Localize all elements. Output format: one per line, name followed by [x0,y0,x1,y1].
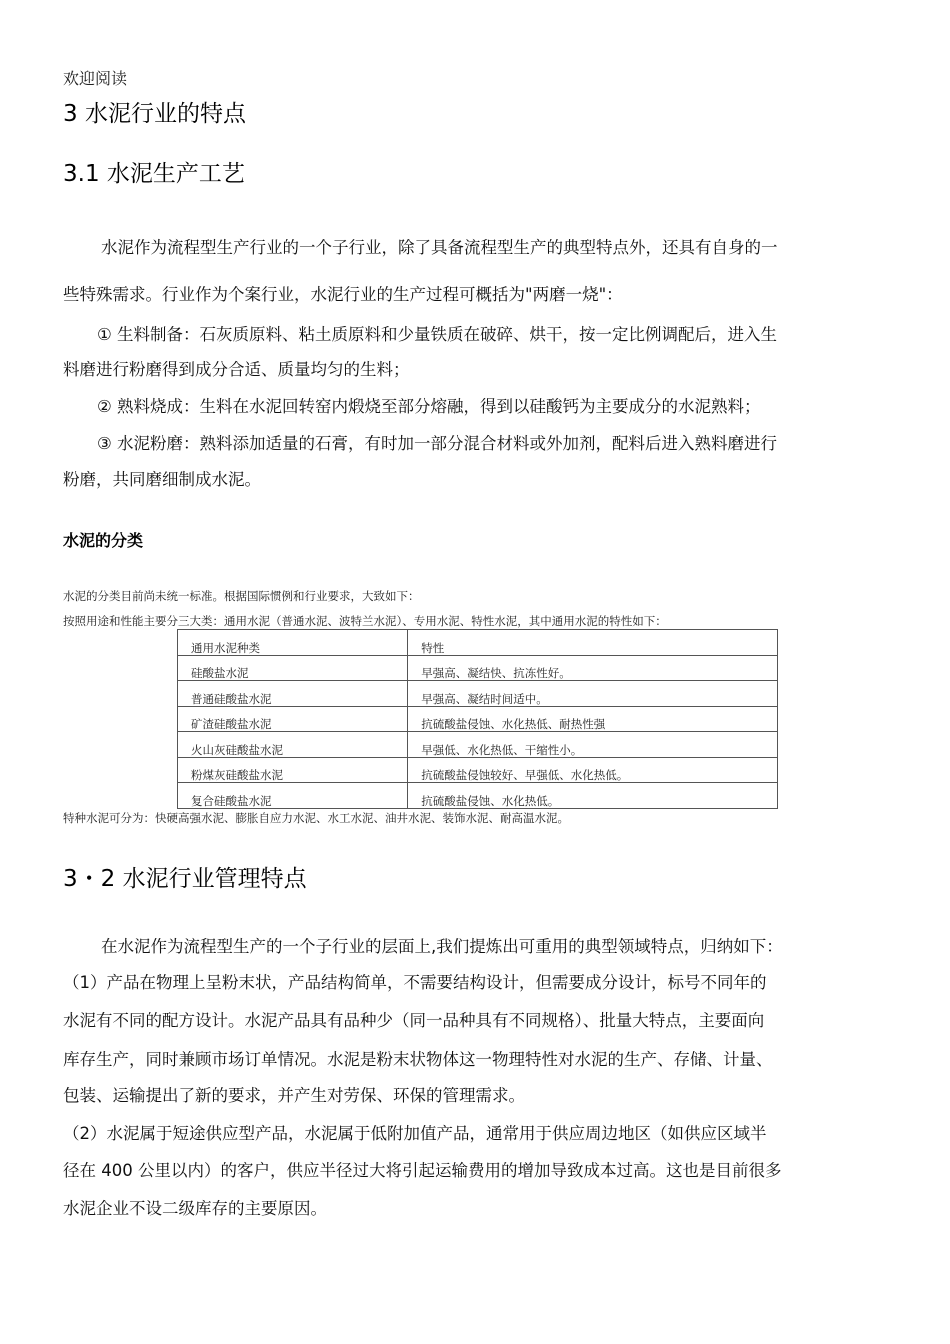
table-row [178,681,778,707]
classification-intro: 按照用途和性能主要分三大类：通用水泥（普通水泥、波特兰水泥）、专用水泥、特性水泥，其中通用水泥的特性如下： [63,614,667,628]
paragraph-line: 水泥企业不设二级库存的主要原因。 [63,1199,327,1218]
paragraph-line: （2）水泥属于短途供应型产品，水泥属于低附加值产品，通常用于供应周边地区（如供应区域半 [63,1124,767,1143]
table-cell: 早强高、凝结时间适中。 [408,681,778,707]
table-cell: 硅酸盐水泥 [178,655,408,681]
special-cement-text: 特种水泥可分为：快硬高强水泥、膨胀自应力水泥、水工水泥、油井水泥、装饰水泥、耐高温水泥。 [63,811,569,825]
subsection-title-3-2: 3・2 水泥行业管理特点 [63,866,307,892]
paragraph-line: 包装、运输提出了新的要求，并产生对劳保、环保的管理需求。 [63,1086,525,1105]
table-cell: 火山灰硅酸盐水泥 [178,732,408,758]
classification-intro: 水泥的分类目前尚未统一标准。根据国际惯例和行业要求，大致如下： [63,589,420,603]
paragraph-line: 径在 400 公里以内）的客户，供应半径过大将引起运输费用的增加导致成本过高。这也是目前很多 [63,1161,782,1180]
paragraph-line: 在水泥作为流程型生产的一个子行业的层面上,我们提炼出可重用的典型领域特点，归纳如下： [101,937,783,956]
table-cell: 普通硅酸盐水泥 [178,681,408,707]
table-cell: 抗硫酸盐侵蚀、水化热低、耐热性强 [408,706,778,732]
table-header-row [178,630,778,656]
list-item-line: ① 生料制备：石灰质原料、粘土质原料和少量铁质在破碎、烘干，按一定比例调配后，进入生 [97,325,778,344]
table-cell: 粉煤灰硅酸盐水泥 [178,757,408,783]
list-item-line: ② 熟料烧成：生料在水泥回转窑内煅烧至部分熔融，得到以硅酸钙为主要成分的水泥熟料； [97,397,761,416]
table-cell: 早强低、水化热低、干缩性小。 [408,732,778,758]
table-cell: 抗硫酸盐侵蚀较好、早强低、水化热低。 [408,757,778,783]
paragraph-line: （1）产品在物理上呈粉末状，产品结构简单，不需要结构设计，但需要成分设计，标号不同年的 [63,973,767,992]
classification-heading: 水泥的分类 [63,531,144,550]
paragraph-line: 水泥作为流程型生产行业的一个子行业，除了具备流程型生产的典型特点外，还具有自身的一 [101,238,778,257]
table-cell: 矿渣硅酸盐水泥 [178,706,408,732]
table-cell: 复合硅酸盐水泥 [178,783,408,809]
table-cell: 早强高、凝结快、抗冻性好。 [408,655,778,681]
paragraph-line: 库存生产，同时兼顾市场订单情况。水泥是粉末状物体这一物理特性对水泥的生产、存储、计量、 [63,1050,773,1069]
table-row [178,732,778,758]
welcome-text: 欢迎阅读 [63,69,128,88]
table-row [178,706,778,732]
table-header-cell: 通用水泥种类 [178,630,408,656]
table-row [178,655,778,681]
section-title: 3 水泥行业的特点 [63,101,246,127]
list-item-line: 料磨进行粉磨得到成分合适、质量均匀的生料； [63,360,410,379]
paragraph-line: 水泥有不同的配方设计。水泥产品具有品种少（同一品种具有不同规格）、批量大特点，主要面向 [63,1011,765,1030]
list-item-line: 粉磨，共同磨细制成水泥。 [63,470,261,489]
list-item-line: ③ 水泥粉磨：熟料添加适量的石膏，有时加一部分混合材料或外加剂，配料后进入熟料磨进行 [97,434,778,453]
table-row [178,783,778,809]
paragraph-line: 些特殊需求。行业作为个案行业，水泥行业的生产过程可概括为"两磨一烧"： [63,285,623,304]
cement-type-table [177,629,778,809]
table-cell: 抗硫酸盐侵蚀、水化热低。 [408,783,778,809]
table-header-cell: 特性 [408,630,778,656]
table-row [178,757,778,783]
subsection-title-3-1: 3.1 水泥生产工艺 [63,161,245,187]
